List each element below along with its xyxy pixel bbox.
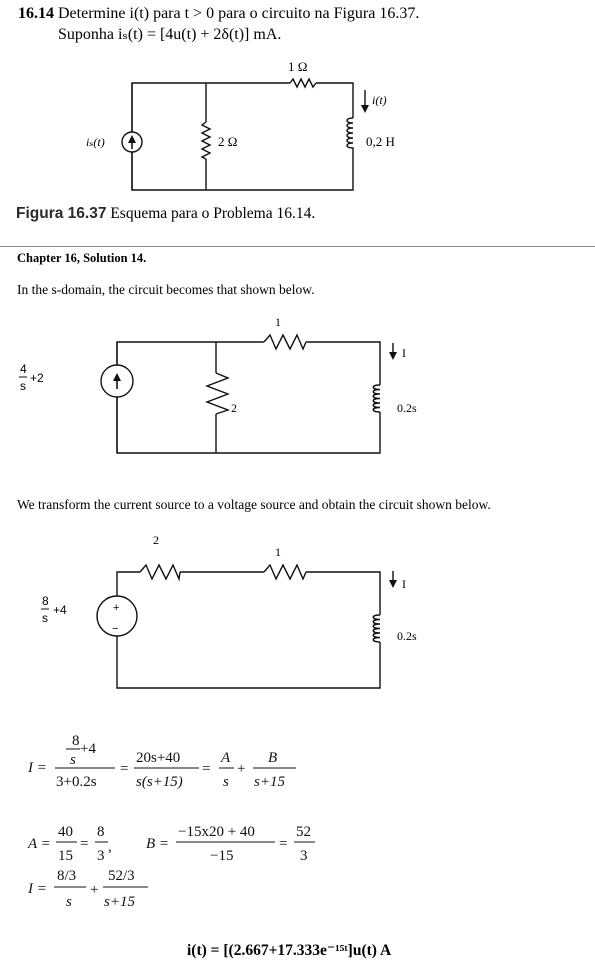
c2-current-label: I xyxy=(402,346,406,360)
c2-r1-label: 1 xyxy=(275,315,281,329)
c3-source-num: 8 xyxy=(42,594,49,608)
c2-inductor-label: 0.2s xyxy=(397,401,417,415)
solution-paragraph-1: In the s-domain, the circuit becomes that shown below. xyxy=(17,282,315,297)
eq-A-eq: = xyxy=(80,836,89,852)
eq-A-num: 40 xyxy=(58,824,73,840)
eq-denom2: s(s+15) xyxy=(136,774,183,790)
fig-resistor-1ohm-label: 1 Ω xyxy=(288,59,308,74)
eq-A-den: 15 xyxy=(58,848,73,864)
eq-A-comma: , xyxy=(108,839,112,855)
fig-current-label: i(t) xyxy=(372,93,387,107)
fig-resistor-2ohm-label: 2 Ω xyxy=(218,134,238,149)
eq-I2-den2: s+15 xyxy=(104,894,135,910)
eq-frac-num-top: 8 xyxy=(72,733,80,749)
c2-r2-label: 2 xyxy=(231,401,237,415)
eq-B-num2: 52 xyxy=(296,824,311,840)
solution-paragraph-2: We transform the current source to a voltage source and obtain the circuit shown below. xyxy=(17,497,491,512)
c3-r2-label: 1 xyxy=(275,545,281,559)
eq-A-num2: 8 xyxy=(97,824,105,840)
eq-frac-num-plus: +4 xyxy=(80,741,96,757)
eq-A-lhs: A = xyxy=(28,836,51,852)
figure-caption-text: Esquema para o Problema 16.14. xyxy=(106,205,316,222)
fig-inductor-label: 0,2 H xyxy=(366,134,395,149)
c3-inductor-label: 0.2s xyxy=(397,629,417,643)
c2-source-plus: +2 xyxy=(30,371,44,385)
eq-I2-plus: + xyxy=(90,882,99,898)
eq-num2: 20s+40 xyxy=(136,750,181,766)
c2-source-den: s xyxy=(20,379,26,393)
eq-eq2: = xyxy=(202,761,211,777)
eq-s: s xyxy=(223,774,229,790)
eq-A: A xyxy=(221,750,231,766)
eq-B-den: −15 xyxy=(210,848,234,864)
problem-line2: Suponha iₛ(t) = [4u(t) + 2δ(t)] mA. xyxy=(58,26,282,43)
figure-caption-label: Figura 16.37 xyxy=(16,205,107,222)
c3-source-den: s xyxy=(42,611,48,625)
solution-heading: Chapter 16, Solution 14. xyxy=(17,251,147,265)
eq-B-den2: 3 xyxy=(300,848,308,864)
c3-source-plus: +4 xyxy=(53,603,67,617)
eq-I2-den1: s xyxy=(66,894,72,910)
eq-s-plus-15: s+15 xyxy=(254,774,285,790)
eq-plus: + xyxy=(237,761,246,777)
eq-frac-num-mid: s xyxy=(70,752,76,768)
problem-line1: Determine i(t) para t > 0 para o circuito na Figura 16.37. xyxy=(54,5,420,22)
eq-A-den2: 3 xyxy=(97,848,105,864)
c2-source-num: 4 xyxy=(20,362,27,376)
eq-B-eq: = xyxy=(279,836,288,852)
eq-I2-lhs: I = xyxy=(28,881,47,897)
eq-eq1: = xyxy=(120,761,129,777)
fig-source-label: iₛ(t) xyxy=(86,135,105,149)
c3-current-label: I xyxy=(402,577,406,591)
eq-B: B xyxy=(268,750,278,766)
problem-number: 16.14 xyxy=(18,5,54,22)
eq-denom1: 3+0.2s xyxy=(56,774,97,790)
eq-I-lhs: I = xyxy=(28,760,47,776)
c3-minus-sign: − xyxy=(112,623,119,635)
eq-B-num: −15x20 + 40 xyxy=(178,824,255,840)
eq-I2-num1: 8/3 xyxy=(57,868,77,884)
eq-B-lhs: B = xyxy=(146,836,170,852)
c3-r1-label: 2 xyxy=(153,533,159,547)
c3-plus-sign: + xyxy=(113,602,120,614)
final-answer: i(t) = [(2.667+17.333e⁻¹⁵ᵗ]u(t) A xyxy=(187,942,392,959)
eq-I2-num2: 52/3 xyxy=(108,868,135,884)
